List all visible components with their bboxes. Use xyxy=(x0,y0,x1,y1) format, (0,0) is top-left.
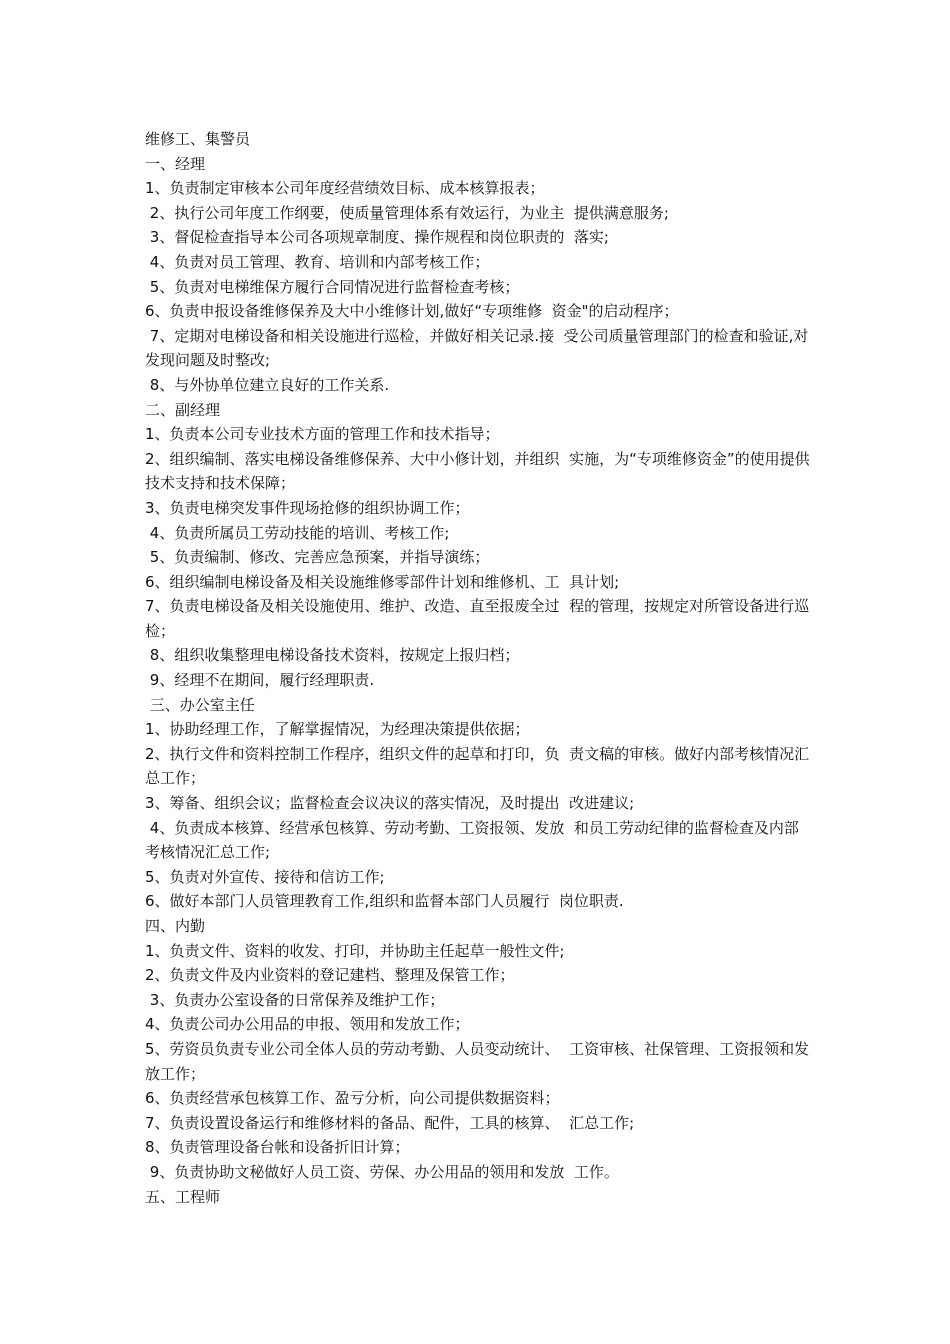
deputy-duty-6: 6、组织编制电梯设备及相关设施维修零部件计划和维修机、工 具计划; xyxy=(145,572,620,591)
deputy-duty-4: 4、负责所属员工劳动技能的培训、考核工作; xyxy=(145,523,450,542)
internal-duty-2: 2、负责文件及内业资料的登记建档、整理及保管工作； xyxy=(145,966,515,985)
deputy-duty-2: 2、组织编制、落实电梯设备维修保养、大中小修计划，并组织 实施，为“专项维修资金”的使用提供技术支持和技术保障； xyxy=(145,449,810,493)
manager-duty-2: 2、执行公司年度工作纲要，使质量管理体系有效运行，为业主 提供满意服务; xyxy=(145,203,669,222)
internal-duty-7: 7、负责设置设备运行和维修材料的备品、配件，工具的核算、 汇总工作; xyxy=(145,1113,635,1132)
internal-duty-6: 6、负责经营承包核算工作、盈亏分析，向公司提供数据资料； xyxy=(145,1089,560,1108)
section-heading-manager: 一、经理 xyxy=(145,154,206,173)
manager-duty-6: 6、负责申报设备维修保养及大中小维修计划,做好“专项维修 资金"的启动程序； xyxy=(145,302,679,321)
section-heading-office-director: 三、办公室主任 xyxy=(145,695,255,714)
document-title: 维修工、集警员 xyxy=(145,130,251,148)
office-duty-6: 6、做好本部门人员管理教育工作,组织和监督本部门人员履行 岗位职责. xyxy=(145,892,624,911)
office-duty-4: 4、负责成本核算、经营承包核算、劳动考勤、工资报领、发放 和员工劳动纪律的监督检查及内部考核情况汇总工作; xyxy=(145,818,799,862)
internal-duty-1: 1、负责文件、资料的收发、打印，并协助主任起草一般性文件; xyxy=(145,941,565,960)
manager-duty-5: 5、负责对电梯维保方履行合同情况进行监督检查考核； xyxy=(145,277,520,296)
office-duty-3: 3、筹备、组织会议；监督检查会议决议的落实情况，及时提出 改进建议; xyxy=(145,794,635,813)
manager-duty-7: 7、定期对电梯设备和相关设施进行巡检，并做好相关记录.接 受公司质量管理部门的检查和验证,对发现问题及时整改; xyxy=(145,326,809,370)
deputy-duty-9: 9、经理不在期间，履行经理职责. xyxy=(145,671,375,690)
office-duty-1: 1、协助经理工作，了解掌握情况，为经理决策提供依据； xyxy=(145,720,530,739)
section-heading-deputy-manager: 二、副经理 xyxy=(145,400,221,419)
deputy-duty-3: 3、负责电梯突发事件现场抢修的组织协调工作； xyxy=(145,498,470,517)
deputy-duty-7: 7、负责电梯设备及相关设施使用、维护、改造、直至报废全过 程的管理，按规定对所管设备进行巡检； xyxy=(145,597,810,640)
manager-duty-4: 4、负责对员工管理、教育、培训和内部考核工作； xyxy=(145,252,490,271)
document-body xyxy=(145,127,810,1209)
internal-duty-9: 9、负责协助文秘做好人员工资、劳保、办公用品的领用和发放 工作。 xyxy=(145,1162,619,1181)
deputy-duty-1: 1、负责本公司专业技术方面的管理工作和技术指导； xyxy=(145,425,500,444)
deputy-duty-5: 5、负责编制、修改、完善应急预案，并指导演练； xyxy=(145,548,490,567)
internal-duty-3: 3、负责办公室设备的日常保养及维护工作； xyxy=(145,990,445,1009)
deputy-duty-8: 8、组织收集整理电梯设备技术资料，按规定上报归档； xyxy=(145,646,520,665)
manager-duty-1: 1、负责制定审核本公司年度经营绩效目标、成本核算报表； xyxy=(145,179,545,198)
manager-duty-3: 3、督促检查指导本公司各项规章制度、操作规程和岗位职责的 落实; xyxy=(145,228,609,247)
office-duty-2: 2、执行文件和资料控制工作程序，组织文件的起草和打印，负 责文稿的审核。做好内部考核情况汇总工作； xyxy=(145,744,810,788)
internal-duty-8: 8、负责管理设备台帐和设备折旧计算； xyxy=(145,1138,410,1157)
office-duty-5: 5、负责对外宣传、接待和信访工作; xyxy=(145,867,385,886)
internal-duty-4: 4、负责公司办公用品的申报、领用和发放工作； xyxy=(145,1015,470,1034)
internal-duty-5: 5、劳资员负责专业公司全体人员的劳动考勤、人员变动统计、 工资审核、社保管理、工资报领和发放工作； xyxy=(145,1039,810,1083)
section-heading-internal-affairs: 四、内勤 xyxy=(145,917,206,935)
manager-duty-8: 8、与外协单位建立良好的工作关系. xyxy=(145,375,390,394)
section-heading-engineer: 五、工程师 xyxy=(145,1187,221,1206)
